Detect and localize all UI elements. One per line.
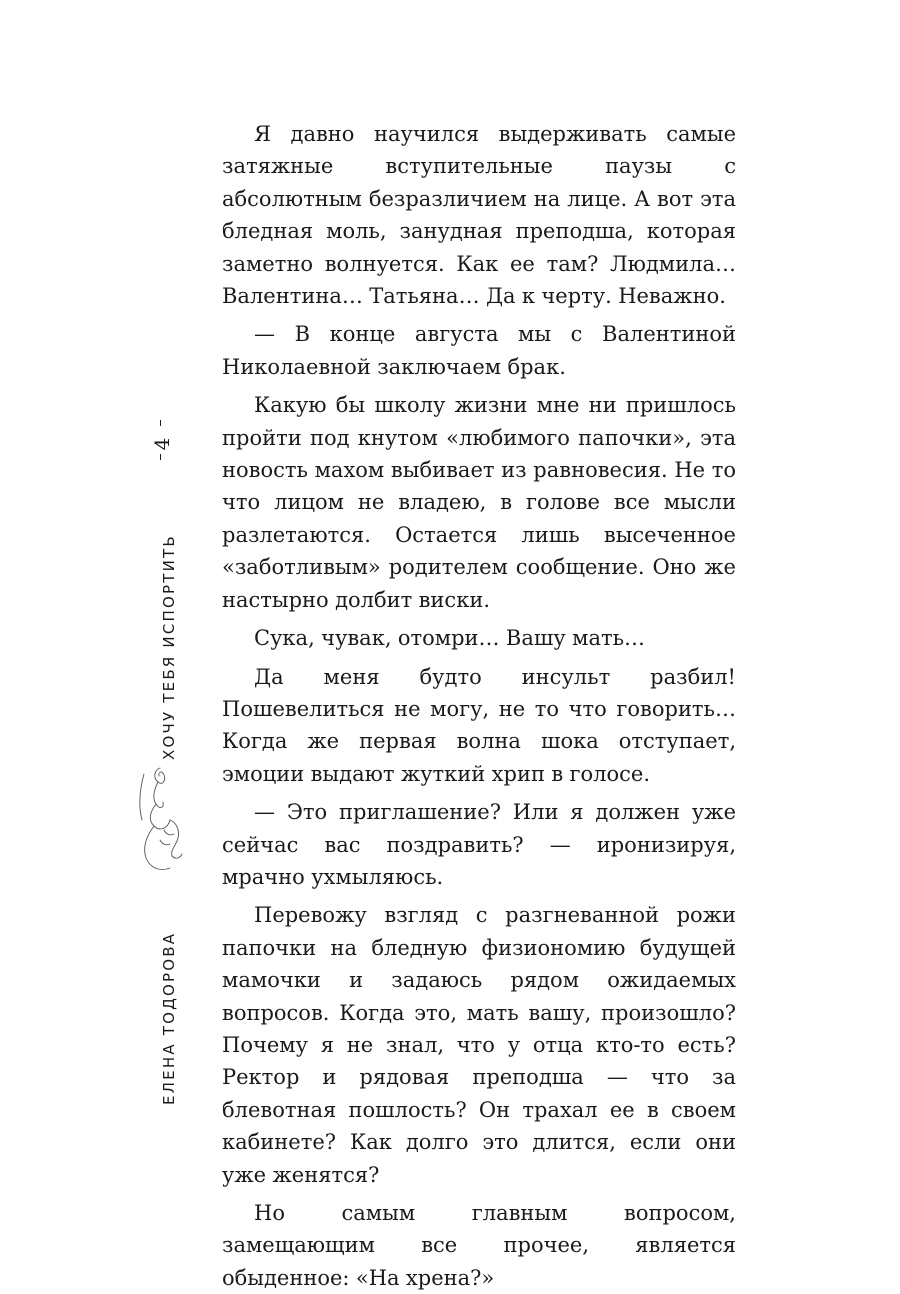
body-text bbox=[222, 118, 736, 1294]
paragraph: Сука, чувак, отомри… Вашу мать… bbox=[254, 626, 646, 651]
paragraph: — В конце августа мы с Валентиной Николаевной заключаем брак. bbox=[222, 322, 736, 379]
page-number bbox=[142, 420, 182, 460]
running-title: ХОЧУ ТЕБЯ ИСПОРТИТЬ bbox=[160, 534, 178, 760]
paragraph: Я давно научился выдерживать самые затяжные вступительные паузы с абсолютным безразличием на лице. А вот эта бледная моль, занудная преподша, которая заметно волнуется. Как ее там? Людмила… Валентина… Татьяна… Да к черту. Неважно. bbox=[222, 122, 736, 309]
page-number-text: 4 bbox=[150, 437, 174, 451]
author-name: ЕЛЕНА ТОДОРОВА bbox=[160, 931, 178, 1105]
paragraph: Какую бы школу жизни мне ни пришлось пройти под кнутом «любимого папочки», эта новость махом выбивает из равновесия. Не то что лицом не владею, в голове все мысли разлетаются. Остается лишь высеченное «заботливым» родителем сообщение. Оно же настырно долбит виски. bbox=[222, 393, 736, 612]
paragraph: Но самым главным вопросом, замещающим все прочее, является обыденное: «На хрена?» bbox=[222, 1201, 736, 1290]
paragraph: Перевожу взгляд с разгневанной рожи папочки на бледную физиономию будущей мамочки и задаюсь рядом ожидаемых вопросов. Когда это, мать вашу, произошло? Почему я не знал, что у отца кто-то есть? Ректор и рядовая преподша — что за блевотная пошлость? Он трахал ее в своем кабинете? Как долго это длится, если они уже женятся? bbox=[222, 903, 736, 1187]
page-number-rule-top bbox=[160, 420, 161, 426]
paragraph: Да меня будто инсульт разбил! Пошевелиться не могу, не то что говорить… Когда же первая волна шока отступает, эмоции выдают жуткий хрип в голосе. bbox=[222, 664, 736, 786]
page-number-rule-bottom bbox=[160, 454, 161, 460]
paragraph: — Это приглашение? Или я должен уже сейчас вас поздравить? — иронизируя, мрачно ухмыляюсь. bbox=[222, 800, 736, 889]
line-art-couple-icon bbox=[120, 760, 200, 880]
